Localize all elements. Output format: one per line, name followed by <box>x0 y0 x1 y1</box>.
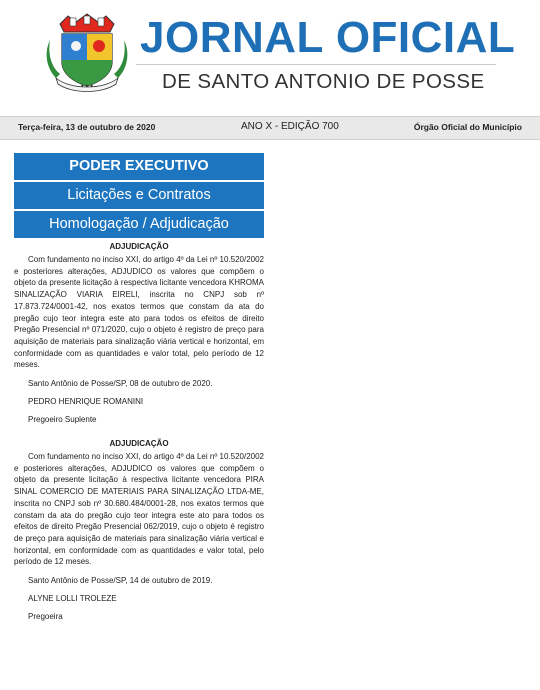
journal-title: JORNAL OFICIAL <box>140 13 516 62</box>
issue-organ: Órgão Oficial do Município <box>413 122 522 132</box>
issue-info-bar <box>0 116 540 140</box>
journal-subtitle: DE SANTO ANTONIO DE POSSE <box>162 70 485 93</box>
notice-role: Pregoeira <box>28 612 63 622</box>
issue-date: Terça-feira, 13 de outubro de 2020 <box>18 122 156 132</box>
notice-role: Pregoeiro Suplente <box>28 415 97 425</box>
notice-title: ADJUDICAÇÃO <box>109 242 169 251</box>
notice-place-date: Santo Antônio de Posse/SP, 14 de outubro de 2019. <box>28 576 213 586</box>
content-column <box>14 153 264 622</box>
notice-title: ADJUDICAÇÃO <box>109 439 169 449</box>
svg-text:★ ★ ★: ★ ★ ★ <box>80 83 94 88</box>
notice-signer: PEDRO HENRIQUE ROMANINI <box>28 397 144 407</box>
section-band-homologacao: Homologação / Adjudicação <box>14 211 264 238</box>
notice-place-date: Santo Antônio de Posse/SP, 08 de outubro de 2020. <box>28 379 213 389</box>
notice-body: Com fundamento no inciso XXI, do artigo 4º da Lei nº 10.520/2002 e posteriores alterações, ADJUDICO os valores que compõem o objeto da presente licitação à respectiva licitante vencedora PIRA SINAL COMERCIO DE MATERIAIS PARA SINALIZAÇÃO LTDA-ME, inscrita no CNPJ sob nº 30.680.484/0001-28, nos exatos termos que constam da ata do pregão cujo teor integra este ato para todos os efeitos de direito Pregão Presencial 062/2019, cujo o objeto é registro de preço para aquisição de materiais para sinalização viária vertical e horizontal, em conformidade com as quantidades e valor total, pelo período de 12 meses. <box>14 452 264 567</box>
title-divider <box>136 64 496 65</box>
notice-signer: ALYNE LOLLI TROLEZE <box>28 594 117 604</box>
section-band-poder-executivo: PODER EXECUTIVO <box>14 153 264 180</box>
issue-edition: ANO X - EDIÇÃO 700 <box>241 121 339 132</box>
notice-body: Com fundamento no inciso XXI, do artigo 4º da Lei nº 10.520/2002 e posteriores alterações, ADJUDICO os valores que compõem o objeto da presente licitação à respectiva licitante vencedora KHROMA SINALIZAÇÃO VIARIA EIRELI, inscrita no CNPJ sob nº 17.873.724/0001-42, nos exatos termos que constam da ata do pregão cujo teor integra este ato para todos os efeitos de direito Pregão Presencial nº 071/2020, cujo o objeto é registro de preço para aquisição de materiais para sinalização viária vertical e horizontal, em conformidade com as quantidades e valor total, pelo período de 12 meses. <box>14 255 264 370</box>
section-band-licitacoes: Licitações e Contratos <box>14 182 264 209</box>
adjudicacao-notice <box>14 242 264 425</box>
adjudicacao-notice <box>14 439 264 622</box>
masthead <box>0 0 540 112</box>
coat-of-arms-icon <box>46 12 128 94</box>
